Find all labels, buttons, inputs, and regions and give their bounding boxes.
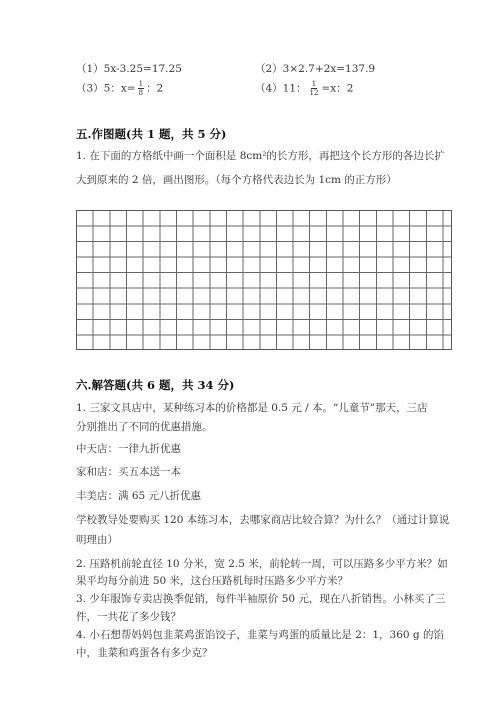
store-option-2: 家和店：买五本送一本 [76, 466, 181, 478]
equation-3-suffix: ：2 [146, 82, 164, 95]
q1-ask-line-1: 学校教导处要购买 120 本练习本，去哪家商店比较合算？为什么？（通过计算说 [76, 514, 450, 526]
q1-ask-line-2: 明理由） [76, 534, 118, 546]
section-6-title: 六.解答题(共 6 题，共 34 分) [76, 378, 235, 392]
equation-3 [76, 80, 163, 97]
drawing-grid[interactable] [76, 210, 452, 350]
q2-line-2: 果平均每分前进 50 米，这台压路机每时压路多少平方米？ [76, 575, 349, 587]
equation-4-suffix: =x：2 [321, 82, 354, 95]
store-option-1: 中天店：一律九折优惠 [76, 443, 181, 455]
equation-4-prefix: （4）11： [255, 82, 307, 95]
fraction-denominator: 8 [138, 89, 144, 97]
q4-line-2: 中，韭菜和鸡蛋各有多少克？ [76, 647, 213, 659]
q1-line-1: 1. 三家文具店中，某种练习本的价格都是 0.5 元 / 本。“儿童节”那天，三店 [76, 402, 428, 414]
equation-4 [255, 80, 353, 97]
equation-2: （2）3×2.7+2x=137.9 [255, 63, 376, 75]
section-5-question-line-1: 1. 在下面的方格纸中画一个面积是 8cm²的长方形，再把这个长方形的各边长扩 [76, 150, 445, 162]
q4-line-1: 4. 小石想帮妈妈包韭菜鸡蛋馅饺子，韭菜与鸡蛋的质量比是 2：1，360 g 的馅 [76, 629, 444, 641]
section-5-question-line-2: 大到原来的 2 倍，画出图形。（每个方格代表边长为 1cm 的正方形） [76, 174, 397, 186]
equation-3-fraction [138, 80, 144, 97]
equation-1: （1）5x-3.25=17.25 [76, 63, 182, 75]
section-5-title: 五.作图题(共 1 题，共 5 分) [76, 127, 227, 141]
q2-line-1: 2. 压路机前轮直径 10 分米，宽 2.5 米，前轮转一周，可以压路多少平方米？如 [76, 558, 448, 570]
q1-line-2: 分别推出了不同的优惠措施。 [76, 421, 213, 433]
store-option-3: 丰美店：满 65 元八折优惠 [76, 490, 202, 502]
fraction-numerator: 1 [311, 80, 317, 88]
fraction-denominator: 12 [309, 89, 319, 97]
q3-line-1: 3. 少年服饰专卖店换季促销，每件半袖原价 50 元，现在八折销售。小林买了三 [76, 593, 446, 605]
fraction-numerator: 1 [138, 80, 144, 88]
q3-line-2: 件，一共花了多少钱？ [76, 611, 181, 623]
equation-4-fraction [309, 80, 320, 97]
equation-3-prefix: （3）5：x= [76, 82, 136, 95]
